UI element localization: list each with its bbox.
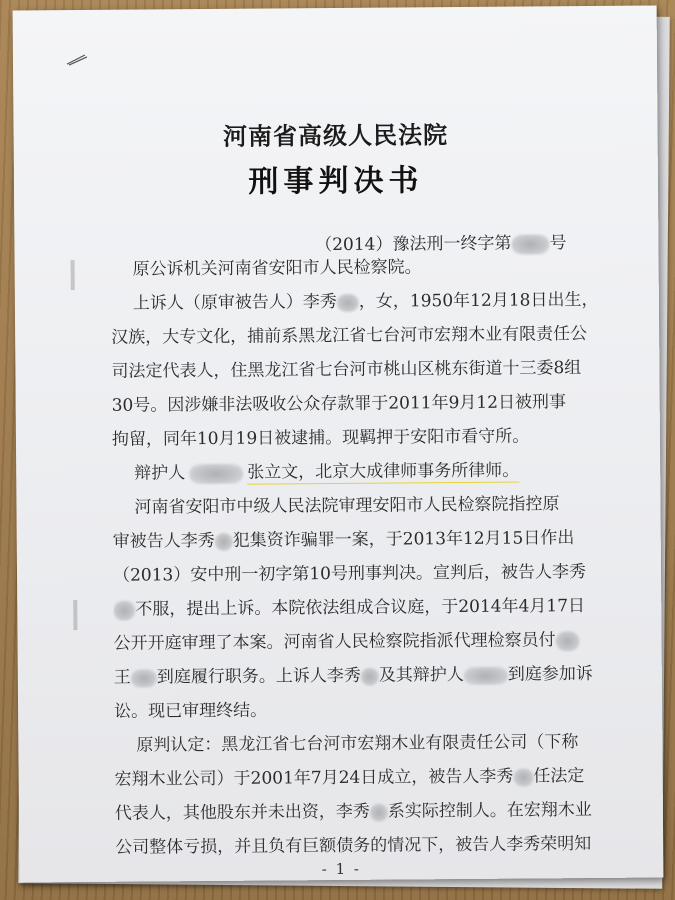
body-line: 上诉人（原审被告人）李秀 ，女，1950年12月18日出生，: [132, 289, 599, 314]
body-line: 代表人，其他股东并未出资，李秀 系实际控制人。在宏翔木业: [114, 800, 592, 824]
body-line: 拘留，同年10月19日被逮捕。现羁押于安阳市看守所。: [111, 426, 530, 450]
document-title: 刑事判决书: [248, 163, 424, 200]
body-line: 宏翔木业公司）于2001年7月24日成立，被告人李秀 任法定: [114, 766, 585, 790]
body-line: 讼。现已审理终结。: [114, 700, 268, 722]
body-line: 汉族，大专文化，捕前系黑龙江省七台河市宏翔木业有限责任公: [111, 324, 588, 348]
body-line: 不服，提出上诉。本院依法组成合议庭，于2014年4月17日: [113, 594, 633, 622]
body-line: 原判认定：黑龙江省七台河市宏翔木业有限责任公司（下称: [136, 732, 579, 756]
redaction: [555, 631, 579, 651]
page-number: - 1 -: [321, 859, 362, 879]
body-line: 30号。因涉嫌非法吸收公众存款罪于2011年9月12日被刑事: [111, 392, 567, 416]
redaction: [361, 667, 379, 685]
redaction: [370, 803, 388, 821]
body-line: 公开开庭审理了本案。河南省人民检察院指派代理检察员付: [113, 628, 633, 656]
body-line: 河南省安阳市中级人民法院审理安阳市人民检察院指控原: [134, 494, 560, 518]
redaction: [337, 293, 359, 311]
redaction: [511, 234, 549, 254]
body-line: 辩护人 张立文，北京大成律师事务所律师。: [134, 458, 654, 486]
redaction: [189, 463, 243, 483]
court-name: 河南省高级人民法院: [222, 120, 449, 151]
body-line: （2013）安中刑一初字第10号刑事判决。宣判后，被告人李秀: [112, 562, 586, 586]
case-number-prefix: （2014）豫法刑一终字第: [315, 233, 512, 256]
redaction: [464, 666, 508, 684]
redaction: [215, 532, 233, 550]
case-number: [315, 228, 566, 255]
body-line: 公司整体亏损，并且负有巨额债务的情况下，被告人李秀荣明知: [115, 834, 592, 858]
body-line: 审被告人李秀 犯集资诈骗罪一案，于2013年12月15日作出: [112, 528, 575, 552]
body-line: 司法定代表人，住黑龙江省七台河市桃山区桃东街道十三委8组: [111, 358, 582, 382]
redaction: [513, 768, 533, 786]
body-line: 原公诉机关河南省安阳市人民检察院。: [132, 257, 422, 280]
redaction: [131, 669, 157, 687]
body-line: 王 到庭履行职务。上诉人李秀 及其辩护人 到庭参加诉: [113, 664, 593, 688]
case-number-suffix: 号: [549, 233, 567, 254]
judgment-page: [13, 5, 664, 882]
binding-mark: [73, 600, 77, 630]
redaction: [113, 600, 135, 620]
highlighted-defender: 张立文，北京大成律师事务所律师。: [247, 461, 519, 486]
binding-mark: [71, 260, 75, 290]
pen-mark: [65, 52, 89, 66]
